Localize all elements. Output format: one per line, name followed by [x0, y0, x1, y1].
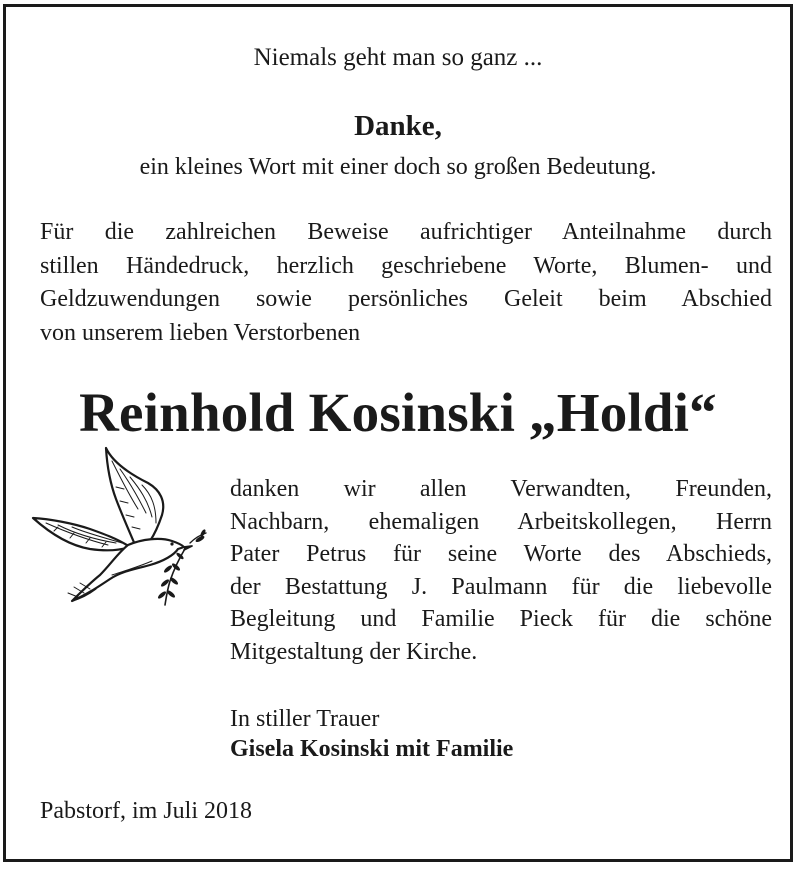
mourning-line: In stiller Trauer [230, 706, 380, 732]
gratitude-paragraph [40, 216, 772, 350]
family-signature: Gisela Kosinski mit Familie [230, 736, 514, 762]
place-date: Pabstorf, im Juli 2018 [40, 798, 253, 824]
obituary-notice [3, 4, 793, 862]
intro-line: Niemals geht man so ganz ... [253, 44, 543, 71]
thanks-line: danken wir allen Verwandten, Freunden, [230, 476, 772, 502]
thanks-line: Begleitung und Familie Pieck für die schöne [230, 606, 772, 632]
dove-with-olive-branch-icon [28, 443, 208, 608]
thanks-line: der Bestattung J. Paulmann für die liebevolle [230, 573, 772, 600]
deceased-name: Reinhold Kosinski „Holdi“ [79, 382, 717, 443]
thanks-paragraph [230, 473, 772, 668]
thanks-line: Mitgestaltung der Kirche. [230, 638, 478, 665]
thanks-line: Pater Petrus für seine Worte des Abschieds, [230, 541, 772, 567]
paragraph-line: stillen Händedruck, herzlich geschriebene Worte, Blumen- und [40, 252, 772, 279]
danke-heading: Danke, [354, 110, 442, 142]
danke-subtitle: ein kleines Wort mit einer doch so großen Bedeutung. [139, 154, 657, 180]
paragraph-line: von unserem lieben Verstorbenen [40, 319, 361, 346]
thanks-line: Nachbarn, ehemaligen Arbeitskollegen, Herrn [230, 508, 772, 535]
paragraph-line: Für die zahlreichen Beweise aufrichtiger Anteilnahme durch [40, 219, 772, 245]
paragraph-line: Geldzuwendungen sowie persönliches Geleit beim Abschied [40, 286, 772, 312]
